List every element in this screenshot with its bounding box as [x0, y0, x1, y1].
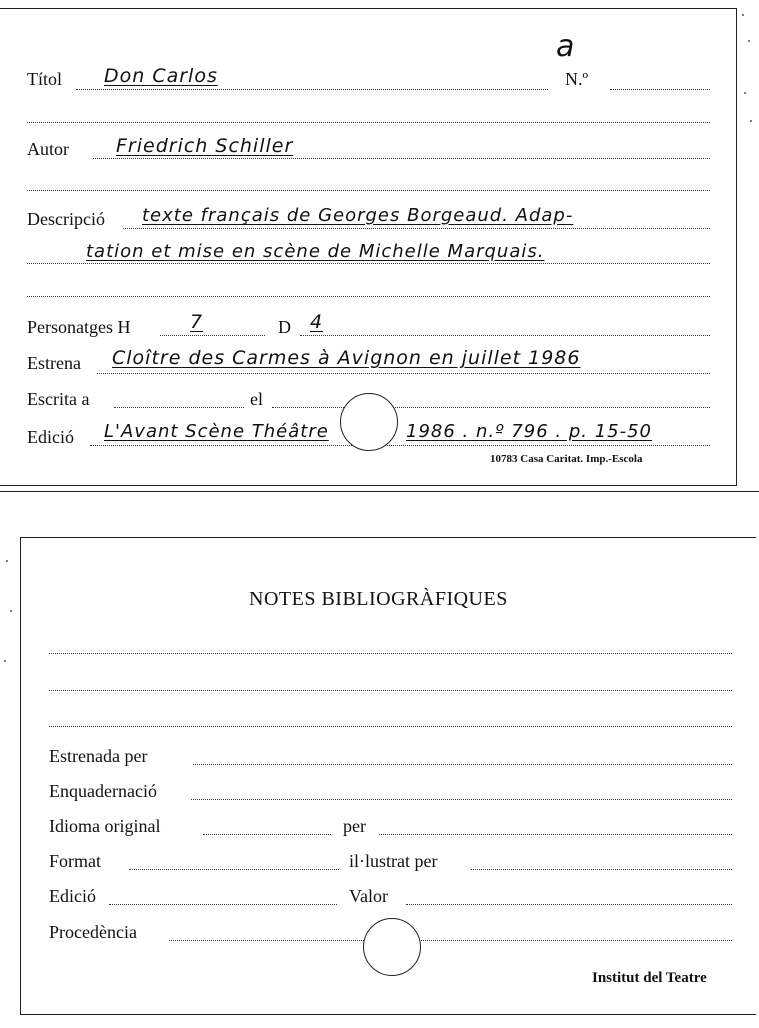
- autor-value: Friedrich Schiller: [116, 135, 294, 157]
- personatges-h-value: 7: [190, 311, 204, 333]
- estrenada-label: Estrenada per: [49, 746, 148, 766]
- format-label: Format: [49, 851, 101, 871]
- edicio-value-1: L'Avant Scène Théâtre: [104, 421, 329, 442]
- institution-name: Institut del Teatre: [592, 970, 707, 986]
- el-label: el: [250, 389, 263, 409]
- edicio-label: Edició: [27, 427, 74, 447]
- card-separator: [0, 491, 759, 492]
- idioma-line: [203, 834, 331, 835]
- el-line: [272, 407, 710, 408]
- estrenada-line: [193, 764, 732, 765]
- edicio-line: [90, 445, 710, 446]
- notes-title: NOTES BIBLIOGRÀFIQUES: [249, 588, 508, 610]
- per-label: per: [343, 816, 366, 836]
- descripcio-line: [27, 263, 710, 264]
- notes-line: [49, 690, 732, 691]
- descripcio-label: Descripció: [27, 209, 105, 229]
- personatges-h-line: [160, 335, 265, 336]
- num-line: [610, 89, 710, 90]
- blank-line: [27, 296, 710, 297]
- estrena-value: Cloître des Carmes à Avignon en juillet 1986: [112, 347, 581, 369]
- descripcio-line1: texte français de Georges Borgeaud. Adap-: [142, 205, 574, 226]
- per-line: [379, 834, 732, 835]
- escrita-label: Escrita a: [27, 389, 90, 409]
- scan-speck: [744, 92, 746, 94]
- descripcio-line: [123, 228, 710, 229]
- personatges-d-label: D: [278, 317, 291, 337]
- enquadernacio-label: Enquadernació: [49, 781, 157, 801]
- procedencia-line: [169, 940, 732, 941]
- valor-label: Valor: [349, 886, 388, 906]
- scan-speck: [4, 660, 6, 662]
- autor-label: Autor: [27, 139, 69, 159]
- format-line: [129, 869, 339, 870]
- illustrat-line: [471, 869, 732, 870]
- blank-line: [27, 122, 710, 123]
- edicio-value-2: 1986 . n.º 796 . p. 15-50: [406, 421, 653, 442]
- valor-line: [406, 904, 732, 905]
- catalog-card-front: [0, 8, 737, 486]
- procedencia-label: Procedència: [49, 922, 137, 942]
- titol-value: Don Carlos: [104, 65, 218, 87]
- punch-hole: [363, 918, 421, 976]
- estrena-line: [97, 373, 710, 374]
- num-label: N.º: [565, 69, 589, 89]
- scan-speck: [6, 560, 8, 562]
- punch-hole: [340, 393, 398, 451]
- idioma-label: Idioma original: [49, 816, 161, 836]
- edicio-label-back: Edició: [49, 886, 96, 906]
- card-letter: a: [556, 29, 576, 64]
- scan-speck: [748, 40, 750, 42]
- titol-line: [76, 89, 548, 90]
- printer-imprint: 10783 Casa Caritat. Imp.-Escola: [490, 453, 643, 465]
- notes-line: [49, 726, 732, 727]
- personatges-d-value: 4: [310, 311, 324, 333]
- personatges-d-line: [300, 335, 710, 336]
- scan-speck: [10, 610, 12, 612]
- descripcio-line2: tation et mise en scène de Michelle Marquais.: [86, 241, 545, 262]
- autor-line: [93, 158, 710, 159]
- scan-speck: [750, 120, 752, 122]
- edicio-line-back: [109, 904, 337, 905]
- illustrat-label: il·lustrat per: [349, 851, 438, 871]
- personatges-label: Personatges H: [27, 317, 131, 337]
- notes-line: [49, 653, 732, 654]
- scan-speck: [742, 14, 744, 16]
- titol-label: Títol: [27, 69, 62, 89]
- catalog-card-back: [20, 537, 756, 1015]
- estrena-label: Estrena: [27, 353, 81, 373]
- enquadernacio-line: [191, 799, 732, 800]
- escrita-line: [114, 407, 244, 408]
- blank-line: [27, 190, 710, 191]
